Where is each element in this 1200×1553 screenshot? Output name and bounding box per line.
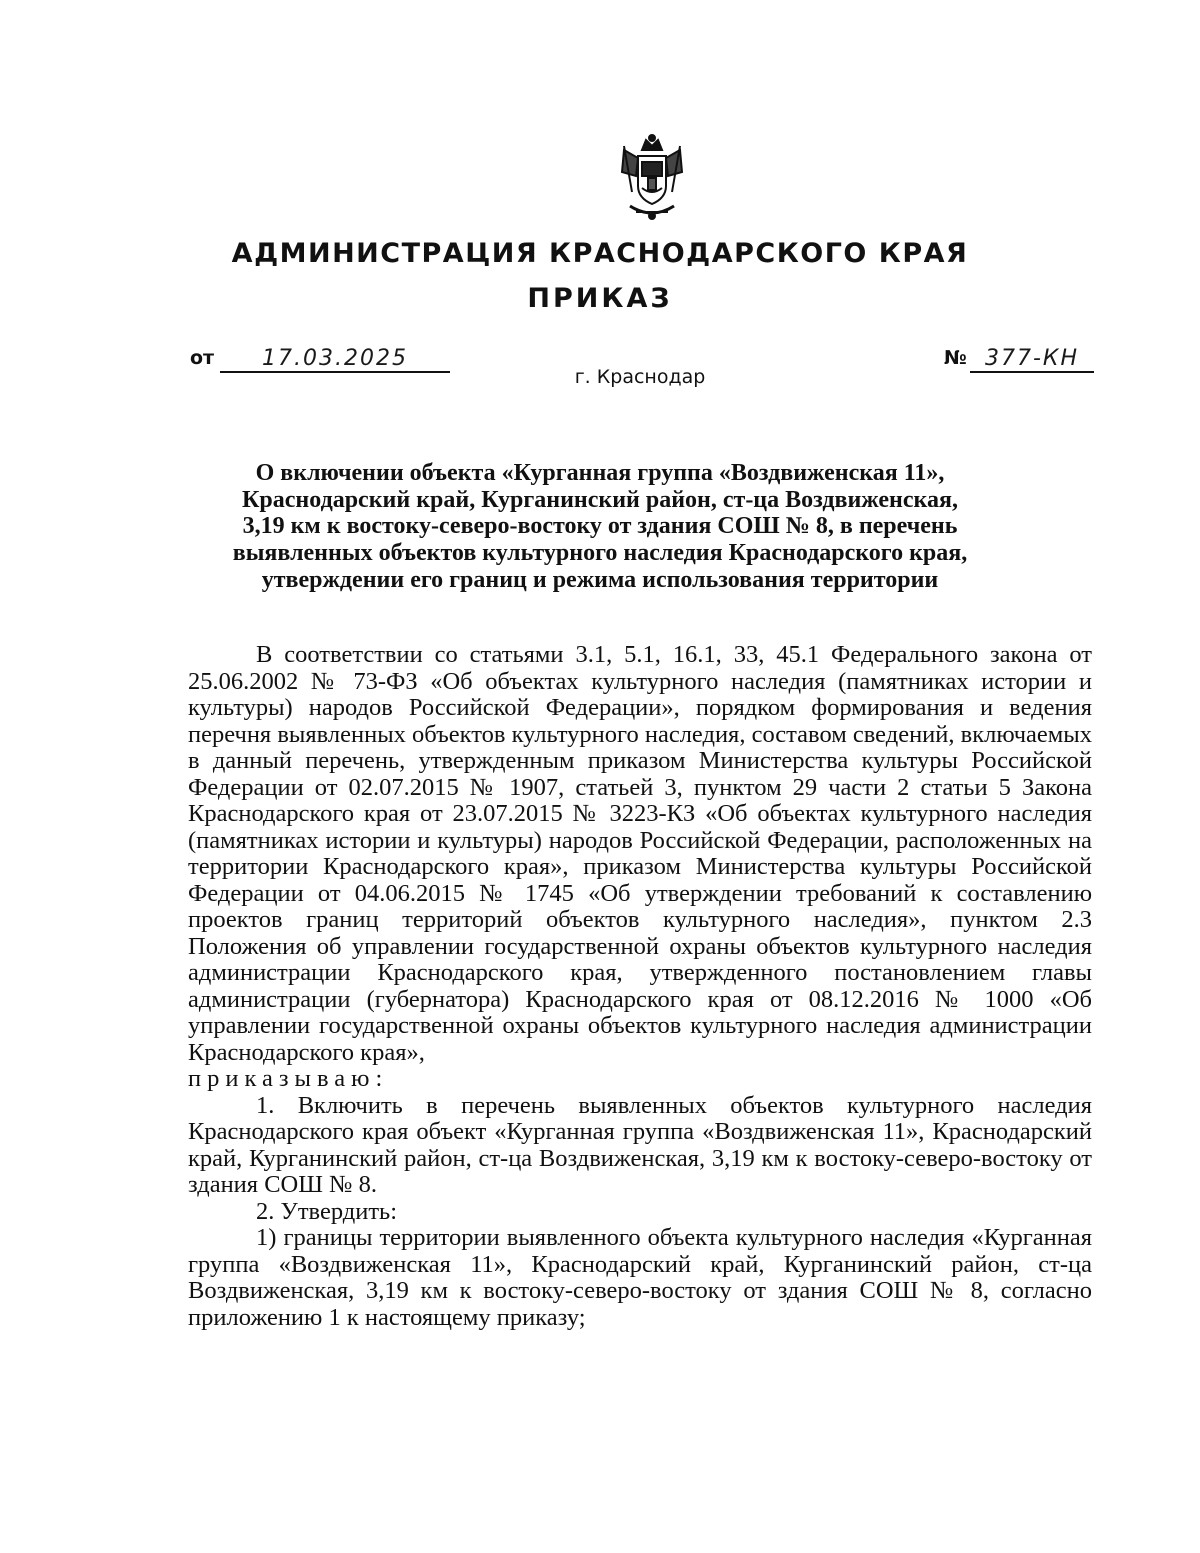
city-label: г. Краснодар — [574, 366, 706, 388]
item-2-1-paragraph: 1) границы территории выявленного объекта культурного наследия «Курганная группа «Воздвиженская 11», Краснодарский край, Курганинский район, ст-ца Воздвиженская, 3,19 км к востоку-северо-востоку от здания СОШ № 8, согласно приложению 1 к настоящему приказу; — [188, 1224, 1092, 1331]
document-type: ПРИКАЗ — [527, 283, 673, 314]
order-word: приказываю: — [188, 1065, 389, 1092]
order-title — [160, 460, 1040, 594]
order-body — [188, 642, 1092, 1331]
title-line: О включении объекта «Курганная группа «Воздвиженская 11», — [255, 460, 945, 486]
item-1-paragraph: 1. Включить в перечень выявленных объектов культурного наследия Краснодарского края объект «Курганная группа «Воздвиженская 11», Краснодарский край, Курганинский район, ст-ца Воздвиженская, 3,19 км к востоку-северо-востоку от здания СОШ № 8. — [188, 1091, 1092, 1198]
title-line: выявленных объектов культурного наследия Краснодарского края, — [232, 540, 968, 567]
number-label: № — [944, 347, 967, 369]
title-line: утверждении его границ и режима использования территории — [261, 566, 939, 593]
preamble-paragraph: В соответствии со статьями 3.1, 5.1, 16.1, 33, 45.1 Федерального закона от 25.06.2002 № 73-ФЗ «Об объектах культурного наследия (памятниках истории и культуры) народов Российской Федерации», порядком формирования и ведения перечня выявленных объектов культурного наследия, составом сведений, включаемых в данный перечень, утвержденным приказом Министерства культуры Российской Федерации от 02.07.2015 № 1907, статьей 3, пунктом 29 части 2 статьи 5 Закона Краснодарского края от 23.07.2015 № 3223-КЗ «Об объектах культурного наследия (памятниках истории и культуры) народов Российской Федерации, расположенных на территории Краснодарского края», приказом Министерства культуры Российской Федерации от 04.06.2015 № 1745 «Об утверждении требований к составлению проектов границ территорий объектов культурного наследия», пунктом 2.3 Положения об управлении государственной охраны объектов культурного наследия администрации Краснодарского края, утвержденного постановлением главы администрации (губернатора) Краснодарского края от 08.12.2016 № 1000 «Об управлении государственной охраны объектов культурного наследия администрации Краснодарского края», — [188, 641, 1092, 1066]
item-2-paragraph: 2. Утвердить: — [256, 1197, 398, 1225]
coat-of-arms-icon — [606, 132, 698, 224]
organization-title: АДМИНИСТРАЦИЯ КРАСНОДАРСКОГО КРАЯ — [231, 238, 969, 269]
title-line: Краснодарский край, Курганинский район, ст-ца Воздвиженская, — [242, 486, 958, 513]
date-label: от — [190, 347, 215, 369]
title-line: 3,19 км к востоку-северо-востоку от здания СОШ № 8, в перечень — [242, 513, 958, 540]
number-handwritten-value: 377-КН — [984, 346, 1080, 371]
date-handwritten-value: 17.03.2025 — [262, 346, 408, 371]
